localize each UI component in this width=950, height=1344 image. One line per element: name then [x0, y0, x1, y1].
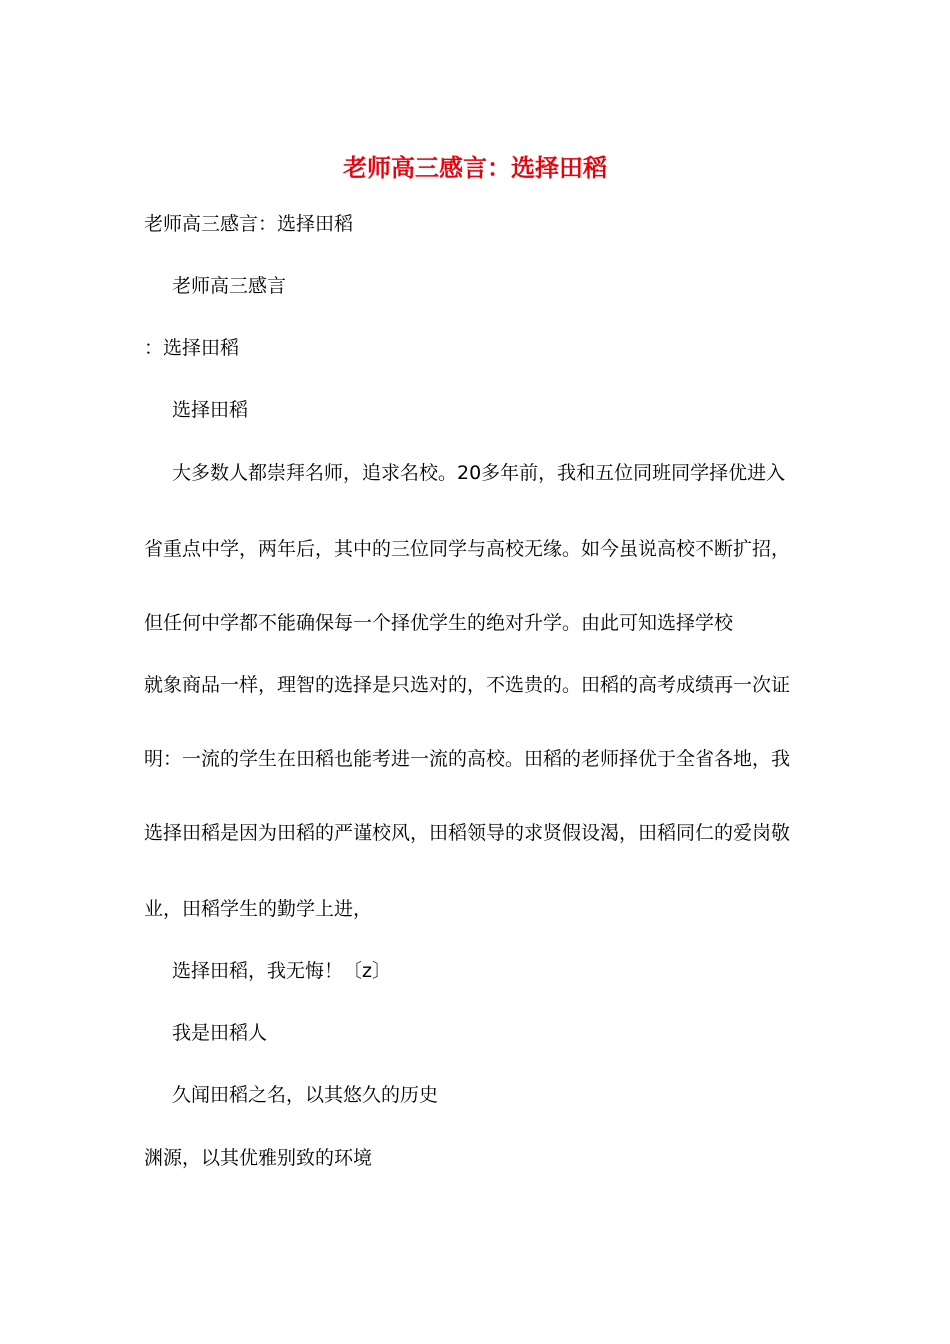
- paragraph-line: 省重点中学，两年后，其中的三位同学与高校无缘。如今虽说高校不断扩招，: [144, 538, 791, 560]
- paragraph-line: 老师高三感言: [172, 275, 287, 297]
- paragraph-line: 明：一流的学生在田稻也能考进一流的高校。田稻的老师择优于全省各地，我: [144, 748, 791, 770]
- paragraph-line: 我是田稻人: [172, 1022, 268, 1044]
- paragraph-line: 选择田稻，我无悔！〔z〕: [172, 960, 391, 982]
- paragraph-line: 选择田稻: [172, 399, 249, 421]
- paragraph-line: 业，田稻学生的勤学上进，: [144, 898, 373, 920]
- paragraph-line: ：选择田稻: [144, 337, 240, 359]
- document-title: 老师高三感言：选择田稻: [343, 153, 607, 182]
- paragraph-line: 选择田稻是因为田稻的严谨校风，田稻领导的求贤假设渴，田稻同仁的爱岗敬: [144, 822, 791, 844]
- paragraph-line: 但任何中学都不能确保每一个择优学生的绝对升学。由此可知选择学校: [144, 612, 734, 634]
- paragraph-line: 大多数人都崇拜名师，追求名校。20多年前，我和五位同班同学择优进入: [172, 462, 786, 484]
- paragraph-line: 渊源，以其优雅别致的环境: [144, 1147, 373, 1169]
- paragraph-line: 老师高三感言：选择田稻: [144, 213, 354, 235]
- paragraph-line: 就象商品一样，理智的选择是只选对的，不选贵的。田稻的高考成绩再一次证: [144, 674, 791, 696]
- paragraph-line: 久闻田稻之名，以其悠久的历史: [172, 1084, 439, 1106]
